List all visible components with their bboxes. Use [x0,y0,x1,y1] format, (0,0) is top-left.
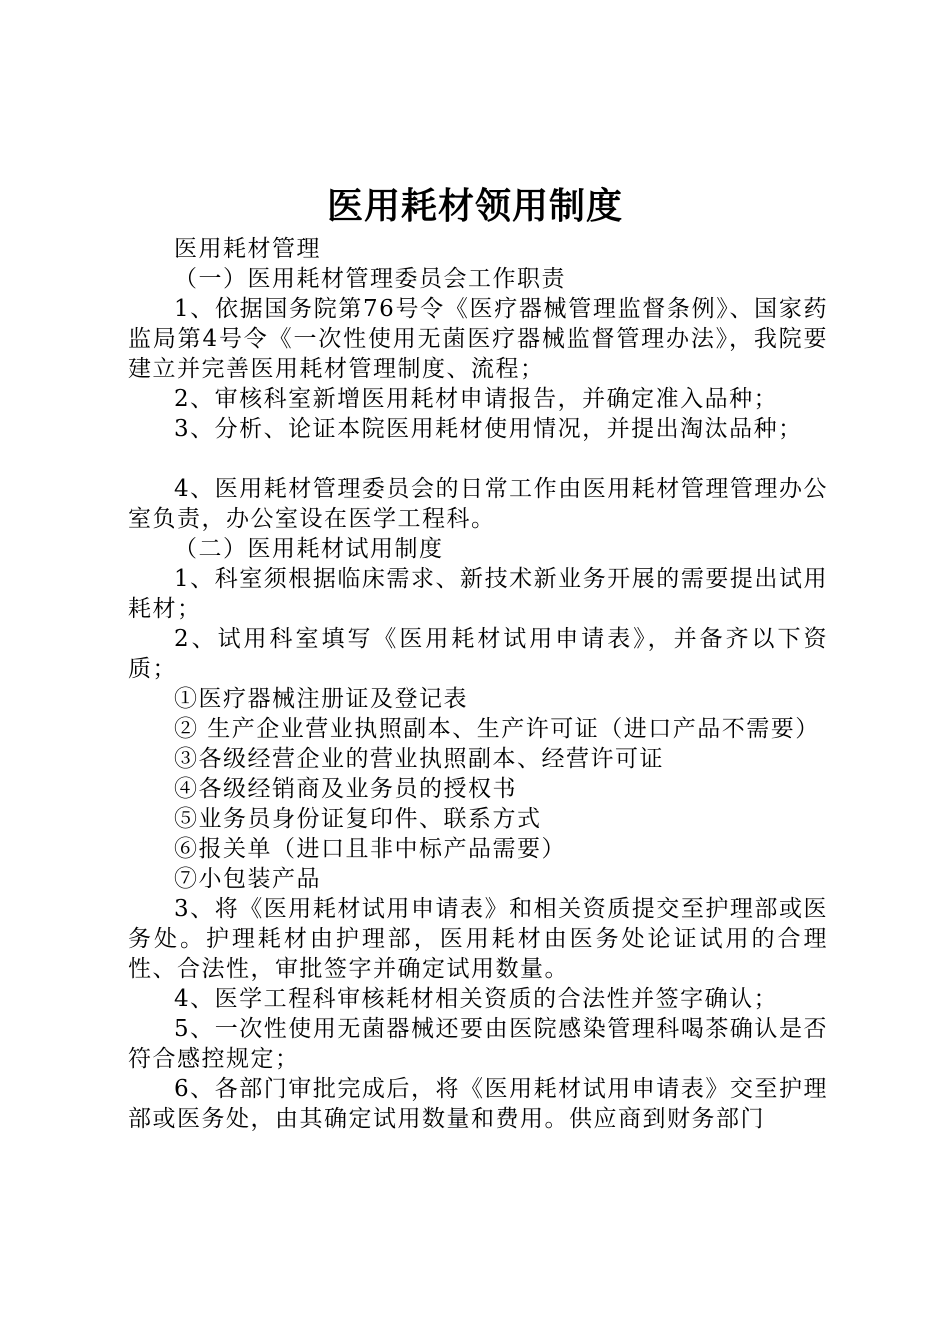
document-body [128,234,828,1134]
section-heading-2: （二）医用耗材试用制度 [174,536,444,562]
paragraph: 4、医用耗材管理委员会的日常工作由医用耗材管理管理办公室负责，办公室设在医学工程科。 [128,476,828,532]
paragraph: 3、分析、论证本院医用耗材使用情况，并提出淘汰品种； [174,416,803,442]
paragraph: 1、科室须根据临床需求、新技术新业务开展的需要提出试用耗材； [128,566,828,622]
paragraph: 2、审核科室新增医用耗材申请报告，并确定准入品种； [174,386,779,412]
blank-line [128,444,828,474]
section-heading-1: （一）医用耗材管理委员会工作职责 [174,266,566,292]
section-label: 医用耗材管理 [174,236,321,262]
list-item: ⑦小包装产品 [174,866,321,892]
paragraph: 6、各部门审批完成后，将《医用耗材试用申请表》交至护理部或医务处，由其确定试用数量和费用。供应商到财务部门 [128,1076,828,1132]
list-item: ⑥报关单（进口且非中标产品需要） [174,836,566,862]
paragraph: 5、一次性使用无菌器械还要由医院感染管理科喝茶确认是否符合感控规定； [128,1016,828,1072]
paragraph: 2、试用科室填写《医用耗材试用申请表》，并备齐以下资质； [128,626,828,682]
paragraph: 4、医学工程科审核耗材相关资质的合法性并签字确认； [174,986,779,1012]
list-item: ② 生产企业营业执照副本、生产许可证（进口产品不需要） [174,716,820,742]
paragraph: 1、依据国务院第76号令《医疗器械管理监督条例》、国家药监局第4号令《一次性使用无菌医疗器械监督管理办法》，我院要建立并完善医用耗材管理制度、流程； [128,296,828,382]
paragraph: 3、将《医用耗材试用申请表》和相关资质提交至护理部或医务处。护理耗材由护理部，医用耗材由医务处论证试用的合理性、合法性，审批签字并确定试用数量。 [128,896,828,982]
list-item: ①医疗器械注册证及登记表 [174,686,468,712]
list-item: ④各级经销商及业务员的授权书 [174,776,517,802]
list-item: ③各级经营企业的营业执照副本、经营许可证 [174,746,664,772]
list-item: ⑤业务员身份证复印件、联系方式 [174,806,542,832]
document-title: 医用耗材领用制度 [326,186,623,227]
